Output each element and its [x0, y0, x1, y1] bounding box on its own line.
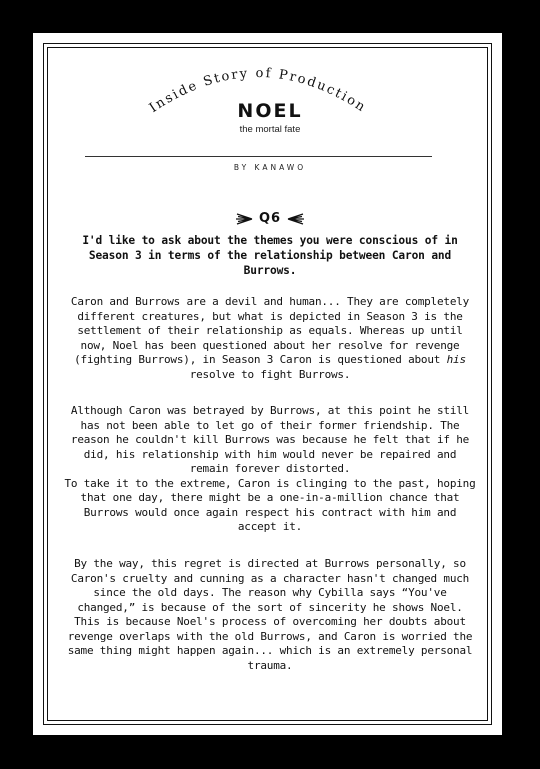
answer-paragraph-2 — [64, 404, 476, 535]
right-ornament-icon — [287, 213, 305, 225]
paragraph-1-text: Caron and Burrows are a devil and human... They are completely different creatures, but what is depicted in Season 3 is the settlement of their relationship as equals. Whereas up until now, Noel has been questioned about her resolve for revenge (fighting Burrows), in Season 3 Caron is questioned about — [70, 295, 470, 366]
paragraph-1-text-end: resolve to fight Burrows. — [189, 367, 351, 381]
answer-paragraph-3 — [64, 557, 476, 673]
left-ornament-icon — [235, 213, 253, 225]
header-divider — [85, 156, 432, 157]
paragraph-1-emphasis: his — [446, 353, 466, 366]
byline: BY KANAWO — [233, 163, 307, 172]
question-text: I'd like to ask about the themes you were conscious of in Season 3 in terms of the relationship between Caron and Burrows. — [82, 234, 458, 277]
question-number: Q6 — [258, 211, 282, 226]
logo-title: NOEL — [237, 100, 303, 122]
paragraph-3-text: By the way, this regret is directed at Burrows personally, so Caron's cruelty and cunning as a character hasn't changed much since the old days. The reason why Cybilla says “You've changed,” is because of the sort of sincerity he shows Noel. This is because Noel's process of overcoming her doubts about revenge overlaps with the old Burrows, and Caron is worried the same thing might happen again... which is an extremely personal trauma. — [67, 557, 473, 672]
logo-subtitle: the mortal fate — [239, 124, 301, 135]
paragraph-2-continued: To take it to the extreme, Caron is clinging to the past, hoping that one day, there might be a one-in-a-million chance that Burrows would once again respect his contract with him and accept it. — [64, 476, 476, 533]
paragraph-2-text: Although Caron was betrayed by Burrows, at this point he still has not been able to let go of their former friendship. The reason he couldn't kill Burrows was because he felt that if he did, his relationship with him would never be repaired and remain forever distorted. — [70, 404, 470, 475]
question-label — [0, 211, 540, 226]
header-arc-title — [0, 0, 540, 160]
arc-text: Inside Story of Production — [146, 65, 370, 116]
answer-paragraph-1 — [64, 295, 476, 382]
